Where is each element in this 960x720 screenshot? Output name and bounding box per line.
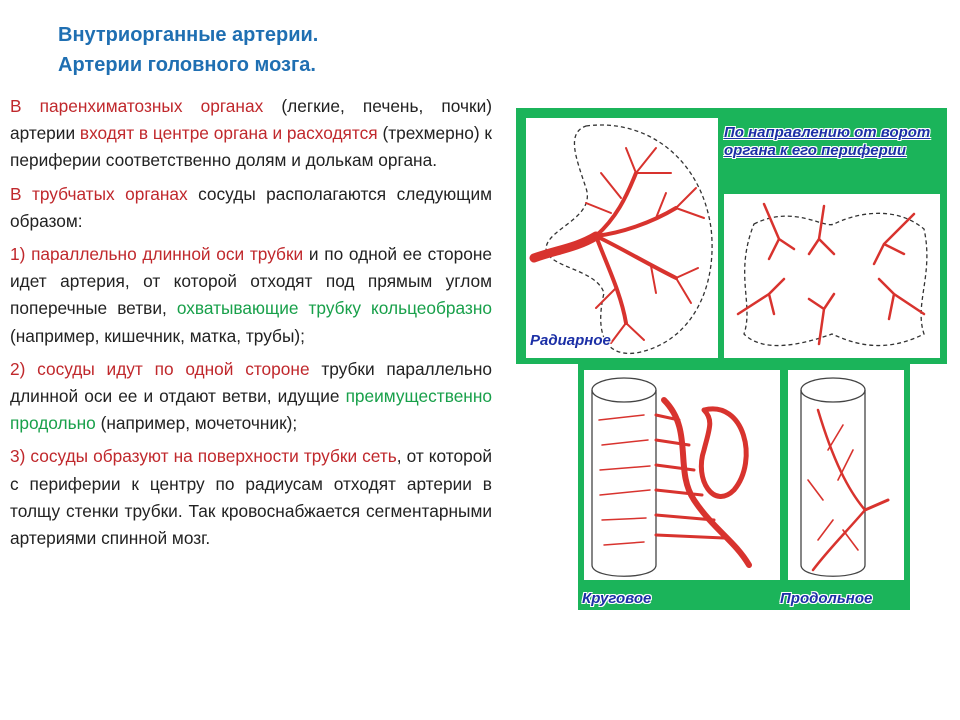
paragraph-text: трубки параллельно длинной оси ее и отдают ветви, идущие [10,358,492,407]
body-text [10,93,492,558]
paragraph-text: сосуды располагаются следующим образом: [10,183,492,231]
term-ring-encircling: охватывающие трубку кольцеобразно [176,298,492,319]
paragraph-text: (легкие, печень, почки) артерии [10,96,492,144]
term-parallel-axis: 1) параллельно длинной оси трубки [10,244,304,265]
kidney-illustration [526,118,718,358]
caption-direction: По направлению от ворот органа к его периферии [724,124,931,159]
section-vessels-icon [724,194,940,358]
caption-circular: Круговое [582,590,652,607]
term-longitudinal: преимущественно продольно [10,386,492,434]
paragraph-text: (например, мочеточник); [95,413,298,434]
paragraph-text: и по одной ее стороне идет артерия, от которой отходят под прямым углом поперечные ветви, [10,244,492,319]
circular-tube-illustration [584,370,780,580]
paragraph-text: (например, кишечник, матка, трубы); [10,325,305,346]
longitudinal-tube-illustration [788,370,904,580]
paragraph-parenchymal [10,93,492,175]
title-line-1: Внутриорганные артерии. [58,24,319,46]
title-line-2: Артерии головного мозга. [58,54,316,76]
page-title [58,20,318,80]
term-enter-center: входят в центре органа и расходятся [79,123,378,144]
paragraph-case-1 [10,241,492,350]
term-parenchymal-organs: В паренхиматозных органах [10,96,264,116]
paragraph-text: (трехмерно) к периферии соответственно долям и долькам органа. [10,123,492,171]
term-tubular-organs: В трубчатых органах [10,183,188,204]
caption-longitudinal: Продольное [780,590,873,607]
figure-panel-tubular [578,364,910,610]
term-surface-network: 3) сосуды образуют на поверхности трубки сеть [10,446,397,467]
figure-panel-radial [516,108,947,364]
circular-vessels-icon [584,370,780,580]
paragraph-text: , от которой с периферии к центру по радиусам отходят артерии в толщу стенки трубки. Так кровоснабжается сегментарными артериями спинной мозг. [10,446,492,549]
caption-radial: Радиарное [530,332,611,349]
organ-section-illustration [724,194,940,358]
paragraph-case-3 [10,443,492,552]
paragraph-case-2 [10,356,492,438]
kidney-vessels-icon [526,118,718,358]
term-one-side: 2) сосуды идут по одной стороне [10,358,310,379]
longitudinal-vessels-icon [788,370,904,580]
paragraph-tubular [10,181,492,235]
